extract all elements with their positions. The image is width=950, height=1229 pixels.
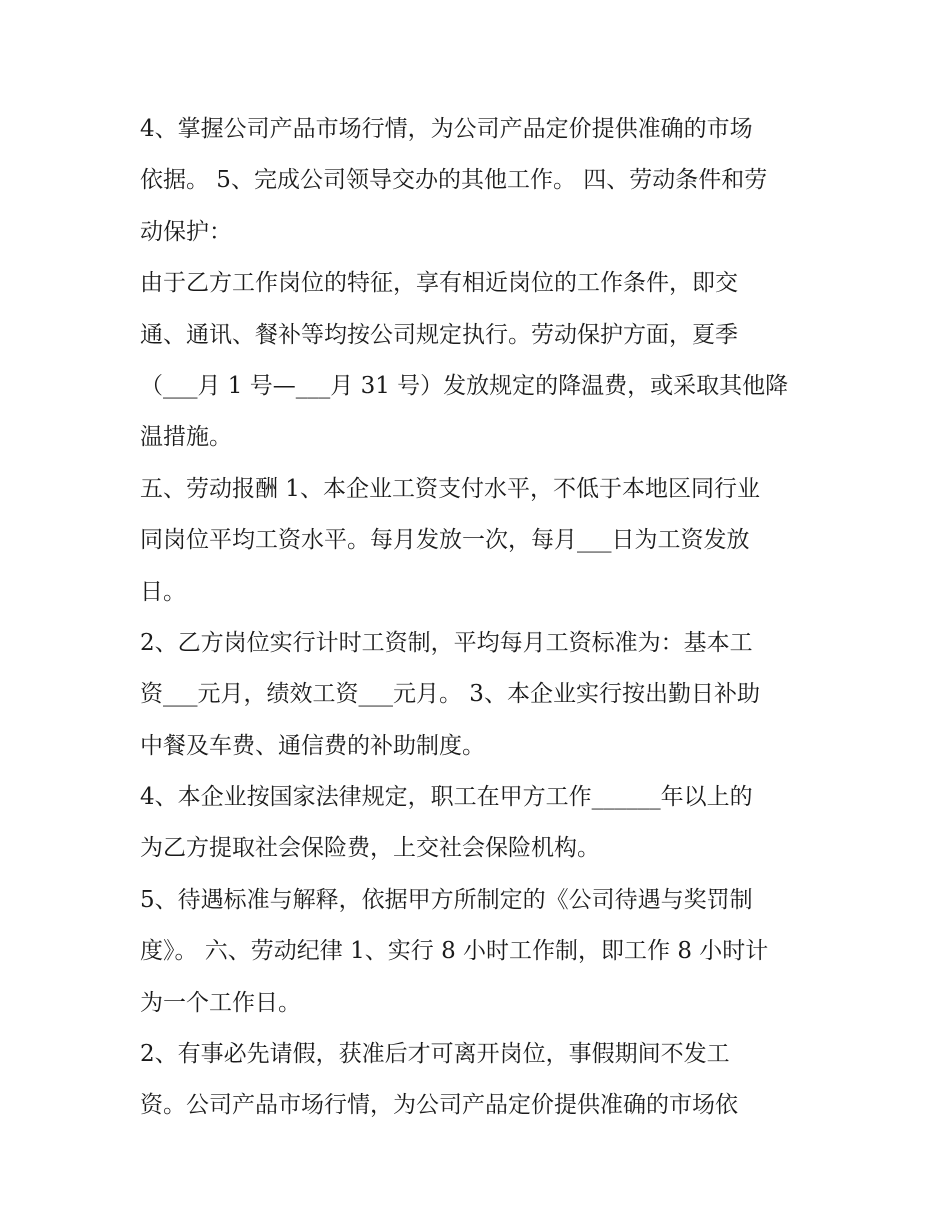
text-line: 通、通讯、餐补等均按公司规定执行。劳动保护方面，夏季	[140, 321, 738, 348]
text-line: 4、掌握公司产品市场行情，为公司产品定价提供准确的市场	[140, 116, 753, 142]
document-body	[140, 104, 820, 1132]
text-line: 中餐及车费、通信费的补助制度。	[140, 732, 485, 759]
text-line: 2、有事必先请假，获准后才可离开岗位，事假期间不发工	[140, 1041, 730, 1068]
text-line: 2、乙方岗位实行计时工资制，平均每月工资标准为：基本工	[140, 629, 753, 656]
text-line: 温措施。	[140, 424, 232, 451]
text-line: 依据。 5、完成公司领导交办的其他工作。 四、劳动条件和劳	[140, 167, 768, 194]
text-line: 资___元月，绩效工资___元月。 3、本企业实行按出勤日补助	[140, 681, 760, 708]
text-line: 4、本企业按国家法律规定，职工在甲方工作______年以上的	[140, 784, 753, 811]
text-line: 资。公司产品市场行情，为公司产品定价提供准确的市场依	[140, 1092, 738, 1119]
text-line: （___月 1 号—___月 31 号）发放规定的降温费，或采取其他降	[140, 372, 789, 399]
text-line: 同岗位平均工资水平。每月发放一次，每月___日为工资发放	[140, 527, 750, 554]
text-line: 动保护：	[140, 218, 232, 245]
text-line: 日。	[140, 578, 186, 605]
text-line: 由于乙方工作岗位的特征，享有相近岗位的工作条件，即交	[140, 270, 738, 297]
text-line: 为一个工作日。	[140, 989, 301, 1016]
text-line: 为乙方提取社会保险费，上交社会保险机构。	[140, 835, 600, 862]
text-line: 度》。 六、劳动纪律 1、实行 8 小时工作制，即工作 8 小时计	[140, 938, 769, 965]
text-line: 5、待遇标准与解释，依据甲方所制定的《公司待遇与奖罚制	[140, 886, 753, 913]
text-line: 五、劳动报酬 1、本企业工资支付水平，不低于本地区同行业	[140, 475, 760, 502]
